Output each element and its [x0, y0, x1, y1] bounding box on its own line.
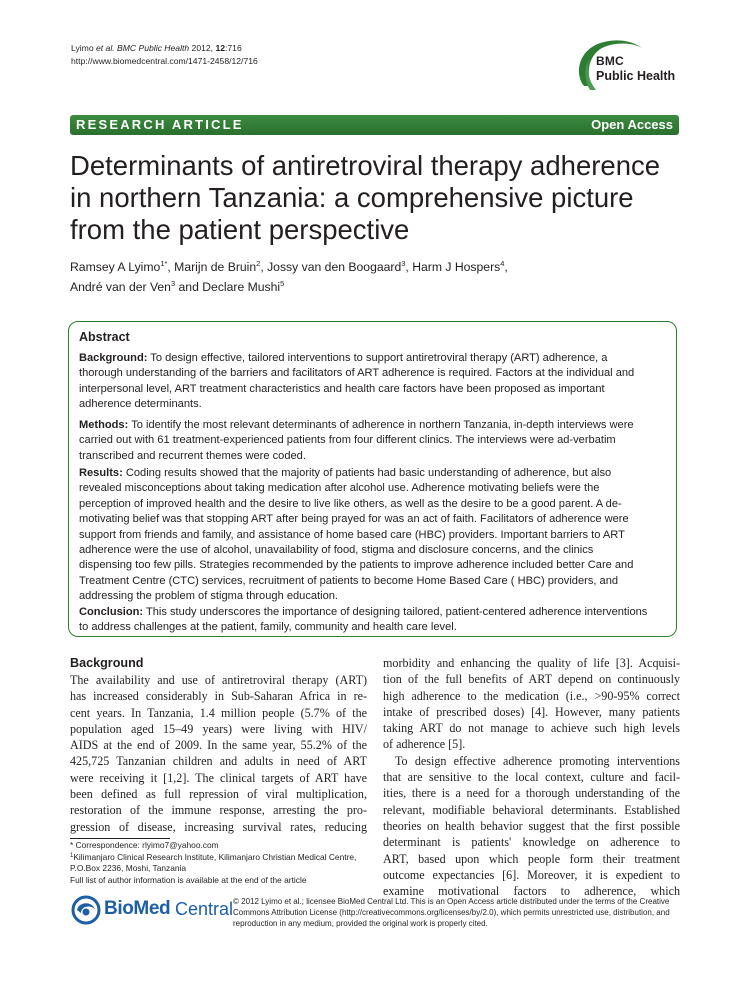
- title-line: Determinants of antiretroviral therapy adherence: [70, 150, 661, 181]
- affiliation-line: [70, 852, 370, 864]
- affiliation-marker: 1: [70, 852, 74, 859]
- logo-line-bmc: BMC: [596, 54, 624, 68]
- body-line: tion of the full benefits of ART depend on continuously: [383, 672, 680, 687]
- affiliation-marker: 3: [401, 259, 406, 268]
- abstract-text: carried out with 61 treatment-experienced patients from four different clinics. The interviews were ad-verbatim: [79, 434, 616, 447]
- body-line: gression of disease, increasing survival rates, reducing: [70, 819, 367, 834]
- body-line: has increased considerably in Sub-Saharan Africa in re-: [70, 689, 367, 704]
- section-heading: Background: [70, 656, 144, 670]
- abstract-heading: Abstract: [79, 330, 130, 344]
- author-line: [70, 277, 690, 297]
- article-url[interactable]: http://www.biomedcentral.com/1471-2458/12/716: [71, 55, 258, 66]
- open-access-label: Open Access: [591, 117, 673, 132]
- license-line: reproduction in any medium, provided the original work is properly cited.: [233, 919, 488, 928]
- license-notice: [233, 896, 683, 929]
- citation-line: [71, 42, 258, 55]
- abstract-text: support from friends and family, and assistance of home based care (HBC) providers. Important barriers to ART: [79, 528, 625, 541]
- body-column-left: [70, 655, 367, 835]
- license-line: Commons Attribution License (http://creativecommons.org/licenses/by/2.0), which permits unrestricted use, distribution, and: [233, 908, 670, 917]
- affiliation-marker: 4: [500, 259, 505, 268]
- abstract-text: addressing the problem of stigma through education.: [79, 590, 339, 603]
- citation-page: :716: [225, 43, 242, 53]
- author-line: [70, 257, 690, 277]
- citation-volume: 12: [215, 43, 226, 53]
- abstract-label: Methods:: [79, 419, 129, 431]
- correspondence-email[interactable]: * Correspondence: rlyimo7@yahoo.com: [70, 840, 219, 850]
- footnote-divider: [70, 838, 170, 839]
- biomed-swirl-icon: [71, 895, 103, 925]
- abstract-label: Conclusion:: [79, 606, 144, 618]
- abstract-text: perception of improved health and the desire to live like others, as well as the desire to be a good parent. A de-: [79, 497, 622, 510]
- author-name[interactable]: , Marijn de Bruin: [167, 260, 257, 274]
- affiliation-line: P.O.Box 2236, Moshi, Tanzania: [70, 863, 187, 874]
- body-line: outcome expectancies [6]. Moreover, it is expedient to: [383, 867, 680, 882]
- author-name[interactable]: Ramsey A Lyimo: [70, 260, 161, 274]
- biomed-central-logo: [71, 895, 234, 925]
- article-type-banner: [70, 115, 679, 135]
- body-line: The availability and use of antiretroviral therapy (ART): [70, 673, 367, 687]
- logo-line-journal: Public Health: [596, 69, 676, 83]
- citation-etal: et al.: [96, 43, 115, 53]
- body-line: of adherence [5].: [383, 737, 466, 752]
- license-line: © 2012 Lyimo et al.; licensee BioMed Central Ltd. This is an Open Access article distributed under the terms of the Creative: [233, 897, 670, 906]
- body-line: examine motivational factors to adherence, which: [383, 884, 680, 899]
- article-type-label: RESEARCH ARTICLE: [76, 117, 244, 132]
- abstract-label: Results:: [79, 467, 123, 479]
- body-line: that are sensitive to the local context, culture and facil-: [383, 770, 680, 785]
- title-line: from the patient perspective: [70, 214, 410, 245]
- author-name[interactable]: , Jossy van den Boogaard: [260, 260, 402, 274]
- abstract-text: thorough understanding of the barriers and facilitators of ART adherence is required. Factors at the individual and: [79, 367, 635, 380]
- logo-central: Central: [175, 899, 234, 919]
- body-line: intake of prescribed doses) [4]. However, many patients: [383, 704, 680, 719]
- body-line: morbidity and enhancing the quality of life [3]. Acquisi-: [383, 656, 680, 670]
- body-line: taking ART do not manage to achieve such high levels: [383, 721, 680, 736]
- body-column-right: [383, 655, 680, 899]
- abstract-box: [68, 321, 677, 637]
- logo-biomed: BioMed: [104, 898, 171, 919]
- abstract-text: To design effective, tailored interventions to support antiretroviral therapy (ART) adherence, a: [147, 352, 608, 364]
- affiliation-marker: 5: [280, 279, 285, 288]
- body-line: theories on health behavior suggest that the first possible: [383, 818, 680, 833]
- author-info-note: Full list of author information is available at the end of the article: [70, 874, 307, 885]
- body-line: To design effective adherence promoting interventions: [395, 753, 680, 768]
- abstract-text: Treatment Centre (CTC) services, recruitment of patients to become Home Based Care ( HBC) providers, and: [79, 574, 619, 587]
- body-line: relevant, modifiable behavioral determinants. Established: [383, 802, 680, 817]
- body-line: ities, there is a need for a thorough understanding of the: [383, 786, 680, 801]
- citation-year: 2012,: [191, 43, 214, 53]
- body-line: ART, based upon which people form their treatment: [383, 851, 680, 866]
- abstract-text: To identify the most relevant determinants of adherence in northern Tanzania, in-depth interviews were: [128, 419, 634, 431]
- abstract-results: [79, 466, 669, 605]
- abstract-methods: [79, 418, 669, 464]
- abstract-text: interpersonal level, ART treatment characteristics and health care factors have been proposed as important: [79, 382, 605, 395]
- body-line: AIDS at the end of 2009. In the same year, 55.2% of the: [70, 738, 367, 753]
- affiliation-marker: 2: [256, 259, 261, 268]
- body-line: restoration of the immune response, arresting the pro-: [70, 803, 367, 818]
- abstract-label: Background:: [79, 352, 148, 364]
- abstract-text: transcribed and recurrent themes were coded.: [79, 449, 306, 462]
- body-line: population aged 15–49 years) were living with HIV/: [70, 721, 367, 736]
- abstract-text: dispensing too few pills. Strategies recommended by the patients to improve adherence included better Care and: [79, 559, 634, 572]
- abstract-text: Coding results showed that the majority of patients had basic understanding of adherence, but also: [122, 467, 612, 479]
- bmc-public-health-logo: [574, 34, 684, 96]
- body-line: cent years. In Tanzania, 1.4 million people (5.7% of the: [70, 705, 367, 720]
- abstract-conclusion: [79, 605, 669, 636]
- abstract-text: adherence were the use of alcohol, unavailability of food, stigma and disclosure concerns, and the clinics: [79, 544, 594, 557]
- abstract-text: motivating belief was that stopping ART after being prayed for was an act of faith. Facilitators of adherence were: [79, 513, 629, 526]
- body-line: been defined as full repression of viral multiplication,: [70, 787, 367, 802]
- body-line: 425,725 Tanzanian children and adults in need of ART: [70, 754, 367, 769]
- affiliation-text: Kilimanjaro Clinical Research Institute, Kilimanjaro Christian Medical Centre,: [73, 851, 357, 862]
- citation-journal: BMC Public Health: [117, 43, 190, 53]
- footnotes: [70, 840, 370, 886]
- affiliation-marker: 3: [170, 279, 176, 288]
- author-separator: ,: [504, 260, 508, 274]
- affiliation-marker: 1*: [160, 259, 168, 268]
- author-name[interactable]: André van der Ven: [70, 280, 171, 294]
- logo-swoosh-icon: [574, 34, 684, 96]
- author-name[interactable]: , Harm J Hospers: [405, 260, 501, 274]
- title-line: in northern Tanzania: a comprehensive picture: [70, 182, 634, 213]
- abstract-text: This study underscores the importance of designing tailored, patient-centered adherence interventions: [143, 606, 648, 618]
- abstract-text: to address challenges at the patient, family, community and health care level.: [79, 621, 457, 634]
- citation-block: [71, 42, 258, 67]
- citation-author: Lyimo: [71, 43, 94, 53]
- abstract-background: [79, 351, 669, 413]
- abstract-text: adherence determinants.: [79, 398, 202, 411]
- body-line: were receiving it [1,2]. The clinical targets of ART have: [70, 770, 367, 785]
- author-list: [70, 257, 690, 297]
- body-line: determinant is patients' knowledge on adherence to: [383, 835, 680, 850]
- author-name[interactable]: and Declare Mushi: [175, 280, 281, 294]
- abstract-text: revealed misconceptions about taking medication after alcohol use. Adherence motivating beliefs were the: [79, 482, 600, 495]
- article-title: [70, 150, 690, 246]
- body-line: high adherence to the medication (i.e., >90-95% correct: [383, 688, 680, 703]
